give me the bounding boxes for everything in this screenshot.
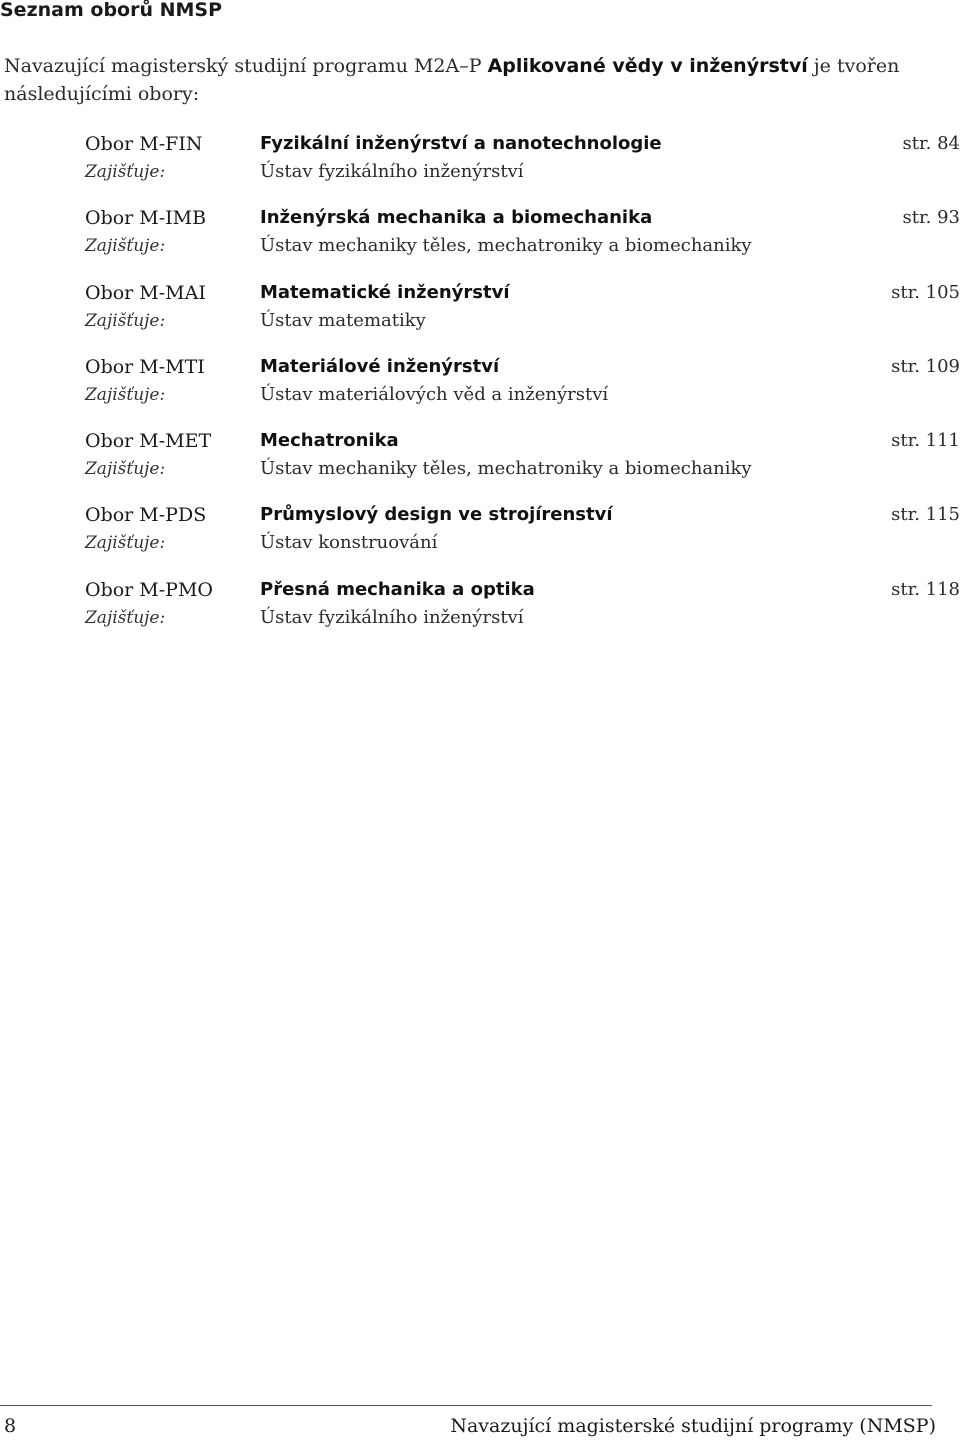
intro-paragraph [4, 52, 944, 108]
field-entry [85, 279, 960, 353]
field-name: Fyzikální inženýrství a nanotechnologie [260, 133, 662, 154]
intro-text-after: je tvořen následujícími obory: [4, 55, 900, 105]
field-page-ref: str. 109 [891, 355, 960, 377]
field-header-row [85, 427, 960, 455]
field-code: Obor M-FIN [85, 133, 203, 155]
provider-name: Ústav fyzikálního inženýrství [260, 161, 524, 182]
field-code: Obor M-IMB [85, 207, 207, 230]
provider-label: Zajišťuje: [85, 236, 166, 257]
field-entry [85, 427, 960, 501]
provider-label: Zajišťuje: [85, 162, 166, 182]
field-provider-row [85, 604, 960, 632]
field-name: Mechatronika [260, 430, 399, 452]
intro-text-before: Navazující magisterský studijní programu M2A–P [4, 55, 488, 77]
field-code: Obor M-PDS [85, 504, 207, 527]
footer-running-title: Navazující magisterské studijní programy (NMSP) [450, 1415, 936, 1437]
page-title: Seznam oborů NMSP [0, 0, 223, 21]
field-code: Obor M-PMO [85, 578, 213, 601]
field-name: Materiálové inženýrství [260, 355, 500, 377]
field-code: Obor M-MAI [85, 281, 206, 304]
provider-name: Ústav mechaniky těles, mechatroniky a biomechaniky [260, 235, 752, 257]
field-header-row [85, 353, 960, 381]
footer-page-number: 8 [4, 1415, 17, 1437]
provider-label: Zajišťuje: [85, 384, 166, 405]
field-page-ref: str. 93 [902, 207, 960, 229]
field-name: Matematické inženýrství [260, 281, 510, 303]
field-header-row [85, 501, 960, 529]
field-provider-row [85, 158, 960, 186]
field-header-row [85, 204, 960, 232]
field-provider-row [85, 381, 960, 409]
field-entry [85, 576, 960, 650]
field-page-ref: str. 118 [891, 578, 960, 600]
field-list [85, 130, 960, 650]
provider-name: Ústav matematiky [260, 309, 426, 331]
field-code: Obor M-MTI [85, 355, 205, 378]
field-page-ref: str. 105 [891, 281, 960, 303]
field-entry [85, 501, 960, 575]
field-name: Přesná mechanika a optika [260, 578, 535, 600]
field-name: Inženýrská mechanika a biomechanika [260, 207, 653, 229]
provider-label: Zajišťuje: [85, 310, 166, 331]
field-page-ref: str. 115 [891, 504, 960, 526]
field-entry [85, 204, 960, 278]
field-page-ref: str. 111 [891, 430, 960, 452]
footer-divider [0, 1405, 932, 1406]
provider-label: Zajišťuje: [85, 533, 166, 554]
provider-name: Ústav fyzikálního inženýrství [260, 606, 524, 628]
field-entry [85, 130, 960, 204]
field-provider-row [85, 307, 960, 335]
field-header-row [85, 279, 960, 307]
field-code: Obor M-MET [85, 430, 212, 453]
provider-name: Ústav konstruování [260, 532, 438, 554]
field-name: Průmyslový design ve strojírenství [260, 504, 613, 526]
field-provider-row [85, 529, 960, 557]
provider-label: Zajišťuje: [85, 459, 166, 480]
provider-name: Ústav materiálových věd a inženýrství [260, 383, 609, 405]
program-name: Aplikované vědy v inženýrství [487, 55, 808, 77]
field-provider-row [85, 455, 960, 483]
field-page-ref: str. 84 [902, 133, 960, 154]
field-header-row [85, 576, 960, 604]
field-provider-row [85, 232, 960, 260]
provider-label: Zajišťuje: [85, 607, 166, 628]
provider-name: Ústav mechaniky těles, mechatroniky a biomechaniky [260, 458, 752, 480]
field-entry [85, 353, 960, 427]
field-header-row [85, 130, 960, 158]
